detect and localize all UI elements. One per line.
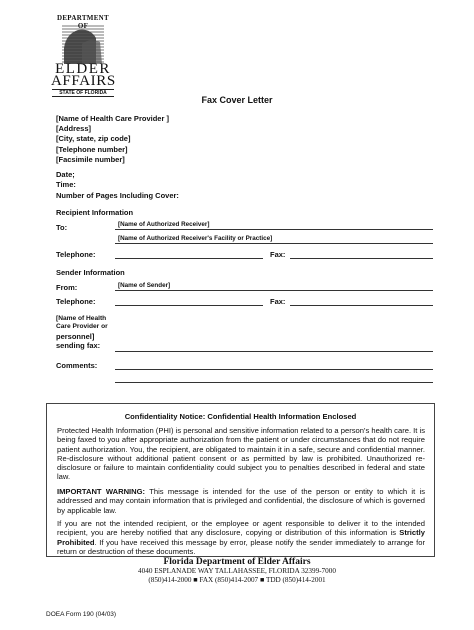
receiver-facility-field[interactable]: [Name of Authorized Receiver's Facility or Practice] [118, 235, 273, 242]
confidentiality-notice-box [46, 403, 435, 557]
provider-personnel-field[interactable] [115, 351, 433, 352]
receiver-facility-line [115, 243, 433, 244]
notice-paragraph-warning [57, 487, 425, 515]
page-title: Fax Cover Letter [201, 95, 273, 105]
provider-address: [Address] [56, 124, 92, 134]
provider-telephone: [Telephone number] [56, 144, 128, 154]
recipient-text-start: If you are not the intended recipient, or the employee or agent responsible to deliver it to the intended recipient, you are hereby notified that any disclosure, copying or distribution of this information is [57, 519, 425, 538]
receiver-name-field[interactable]: [Name of Authorized Receiver] [118, 221, 210, 228]
meta-block [56, 170, 179, 201]
recipient-telephone-field[interactable] [115, 258, 263, 259]
provider-block [56, 114, 169, 165]
recipient-telephone-label: Telephone: [56, 250, 96, 259]
provider-label-line-1: [Name of Health [56, 315, 107, 322]
recipient-heading: Recipient Information [56, 208, 134, 217]
provider-name: [Name of Health Care Provider ] [56, 114, 169, 123]
provider-fax: [Facsimile number] [56, 154, 125, 164]
sender-telephone-label: Telephone: [56, 297, 96, 306]
date-label: Date; [56, 170, 75, 179]
logo-word-elder: ELDER [55, 61, 111, 77]
strictly-prohibited: Strictly Prohibited [57, 528, 425, 547]
notice-paragraph-recipient [57, 519, 425, 556]
comments-line-1[interactable] [115, 369, 433, 370]
pages-label: Number of Pages Including Cover: [56, 190, 179, 200]
warning-label: IMPORTANT WARNING: [57, 487, 146, 496]
comments-label: Comments: [56, 361, 98, 370]
provider-personnel-label [56, 315, 108, 350]
footer-phones: (850)414-2000 ■ FAX (850)414-2007 ■ TDD (850)414-2001 [148, 576, 326, 584]
logo-bottom-text: STATE OF FLORIDA [52, 89, 114, 97]
sender-name-line [115, 290, 433, 291]
form-id: DOEA Form 190 (04/03) [46, 611, 117, 618]
sender-fax-label: Fax: [270, 297, 286, 306]
provider-label-line-3: personnel] [56, 331, 95, 341]
logo-top-text: DEPARTMENT OF [56, 14, 109, 30]
sender-fax-field[interactable] [290, 305, 433, 306]
provider-label-line-2: Care Provider or [56, 323, 108, 331]
to-label: To: [56, 223, 68, 232]
recipient-fax-field[interactable] [290, 258, 433, 259]
recipient-fax-label: Fax: [270, 250, 286, 259]
from-label: From: [56, 283, 78, 292]
sender-name-field[interactable]: [Name of Sender] [118, 282, 171, 289]
provider-city: [City, state, zip code] [56, 134, 131, 144]
logo-word-affairs: AFFAIRS [51, 73, 116, 89]
recipient-text-end: . If you have received this message by error, please notify the sender immediately to arrange for return or destruction of these documents. [57, 537, 425, 556]
notice-paragraph-phi: Protected Health Information (PHI) is personal and sensitive information related to a person's health care. It is being faxed to you after appropriate authorization from the patient or under circumstances that do not require patient authorization. You, the recipient, are obligated to maintain it in a safe, secure and confidential manner. Re-disclosure without additional patient consent or as permitted by law is prohibited. Unauthorized re-disclosure or failure to maintain confidentiality could subject you to penalties described in federal and state law. [57, 426, 425, 482]
notice-heading: Confidentiality Notice: Confidential Health Information Enclosed [124, 412, 357, 421]
sender-heading: Sender Information [56, 268, 125, 277]
footer-org: Florida Department of Elder Affairs [163, 557, 311, 567]
provider-label-line-4: sending fax: [56, 340, 101, 350]
sender-telephone-field[interactable] [115, 305, 263, 306]
warning-text: This message is intended for the use of the person or entity to which it is addressed and may contain information that is privileged and confidential, the disclosure of which is governed by applicable law. [57, 487, 425, 515]
comments-line-2[interactable] [115, 382, 433, 383]
receiver-name-line [115, 229, 433, 230]
time-label: Time: [56, 180, 76, 190]
footer-address: 4040 ESPLANADE WAY TALLAHASSEE, FLORIDA 32399-7000 [138, 567, 336, 575]
